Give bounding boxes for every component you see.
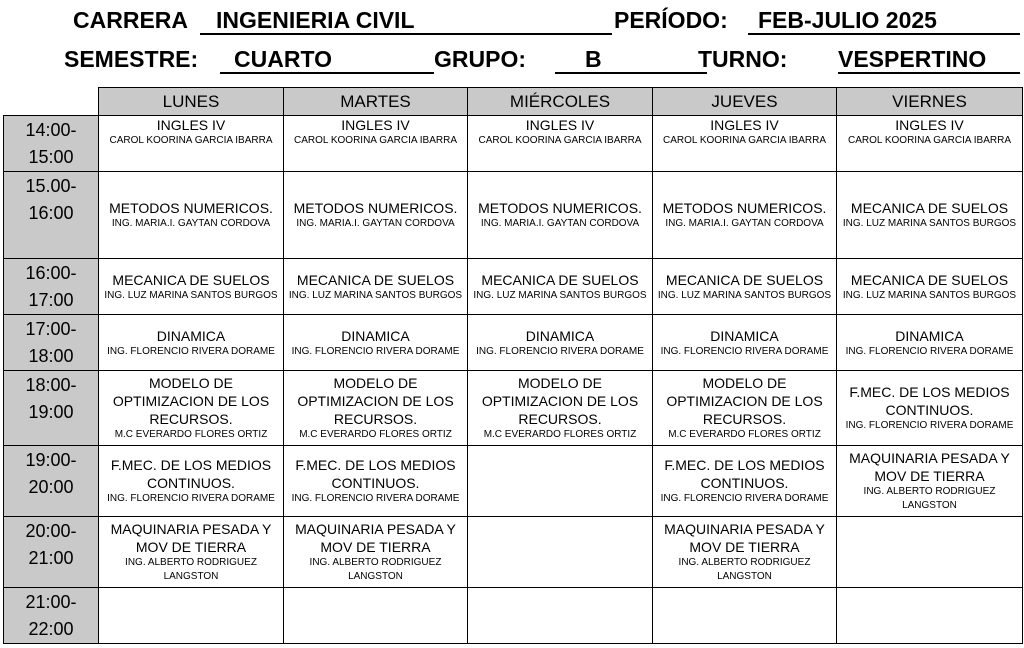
class-cell [99, 172, 284, 259]
time-slot [4, 116, 99, 172]
class-cell [99, 315, 284, 371]
subject-name: F.MEC. DE LOS MEDIOS CONTINUOS. [849, 384, 1010, 418]
class-cell [653, 172, 837, 259]
class-cell [284, 588, 468, 644]
time-end: 18:00 [28, 346, 74, 366]
subject-name: MECANICA DE SUELOS [850, 271, 1009, 288]
class-cell [468, 172, 653, 259]
teacher-name: ING. ALBERTO RODRIGUEZ LANGSTON [309, 557, 442, 582]
class-cell [653, 116, 837, 172]
teacher-name: ING. LUZ MARINA SANTOS BURGOS [288, 289, 463, 301]
subject-name: MECANICA DE SUELOS [296, 271, 455, 288]
subject-name: METODOS NUMERICOS. [293, 200, 458, 216]
subject-name: MECANICA DE SUELOS [850, 200, 1009, 216]
periodo-field [748, 9, 1020, 35]
turno-value: VESPERTINO [838, 46, 987, 72]
subject-name: MODELO DE OPTIMIZACION DE LOS RECURSOS. [112, 375, 270, 427]
subject-name: DINAMICA [341, 327, 410, 344]
teacher-name: M.C EVERARDO FLORES ORTIZ [668, 429, 821, 440]
header-line-1 [0, 9, 1024, 37]
class-cell [468, 517, 653, 588]
schedule-row [4, 315, 1023, 371]
class-cell [284, 371, 468, 446]
day-header-lunes: LUNES [99, 88, 284, 116]
schedule-row [4, 588, 1023, 644]
subject-name: F.MEC. DE LOS MEDIOS CONTINUOS. [295, 457, 456, 491]
class-cell [284, 315, 468, 371]
class-cell [837, 588, 1023, 644]
time-end: 22:00 [28, 619, 74, 639]
subject-name: MAQUINARIA PESADA Y MOV DE TIERRA [110, 521, 272, 555]
subject-name: MECANICA DE SUELOS [481, 271, 639, 288]
class-cell [653, 371, 837, 446]
teacher-name: ING. FLORENCIO RIVERA DORAME [660, 493, 829, 504]
subject-name: MODELO DE OPTIMIZACION DE LOS RECURSOS. [666, 375, 823, 427]
schedule-row [4, 116, 1023, 172]
time-slot [4, 517, 99, 588]
teacher-name: ING. FLORENCIO RIVERA DORAME [107, 345, 275, 357]
header-line-2 [0, 48, 1024, 76]
teacher-name: ING. ALBERTO RODRIGUEZ LANGSTON [863, 486, 996, 511]
teacher-name: ING. LUZ MARINA SANTOS BURGOS [842, 289, 1017, 301]
subject-name: F.MEC. DE LOS MEDIOS CONTINUOS. [664, 457, 825, 491]
semestre-label: SEMESTRE: [64, 46, 199, 72]
subject-name: MODELO DE OPTIMIZACION DE LOS RECURSOS. [481, 375, 639, 427]
class-cell [837, 172, 1023, 259]
teacher-name: ING. FLORENCIO RIVERA DORAME [107, 493, 275, 504]
subject-name: INGLES IV [341, 117, 410, 133]
class-cell [837, 517, 1023, 588]
teacher-name: M.C EVERARDO FLORES ORTIZ [483, 429, 637, 440]
time-start: 14:00- [25, 120, 77, 140]
schedule-table [3, 87, 1023, 644]
subject-name: MODELO DE OPTIMIZACION DE LOS RECURSOS. [297, 375, 454, 427]
turno-field [838, 48, 1020, 74]
teacher-name: CAROL KOORINA GARCIA IBARRA [847, 135, 1011, 146]
class-cell [284, 172, 468, 259]
class-cell [653, 315, 837, 371]
schedule-row [4, 446, 1023, 517]
schedule-row [4, 172, 1023, 259]
teacher-name: ING. LUZ MARINA SANTOS BURGOS [657, 289, 832, 301]
teacher-name: ING. MARIA.I. GAYTAN CORDOVA [665, 218, 824, 229]
subject-name: METODOS NUMERICOS. [662, 200, 827, 216]
time-slot [4, 315, 99, 371]
time-start: 21:00- [25, 592, 77, 612]
class-cell [653, 259, 837, 315]
class-cell [468, 588, 653, 644]
teacher-name: ING. FLORENCIO RIVERA DORAME [476, 345, 644, 357]
class-cell [99, 517, 284, 588]
class-cell [653, 517, 837, 588]
time-start: 20:00- [25, 521, 77, 541]
class-cell [837, 446, 1023, 517]
teacher-name: CAROL KOORINA GARCIA IBARRA [662, 135, 826, 146]
corner-cell [4, 88, 99, 116]
subject-name: F.MEC. DE LOS MEDIOS CONTINUOS. [110, 457, 272, 491]
grupo-label: GRUPO: [434, 46, 526, 72]
teacher-name: ING. LUZ MARINA SANTOS BURGOS [842, 218, 1017, 229]
time-end: 16:00 [28, 203, 74, 223]
class-cell [653, 588, 837, 644]
teacher-name: CAROL KOORINA GARCIA IBARRA [109, 135, 273, 146]
subject-name: DINAMICA [156, 327, 226, 344]
class-cell [284, 446, 468, 517]
subject-name: MAQUINARIA PESADA Y MOV DE TIERRA [849, 450, 1010, 484]
periodo-label: PERÍODO: [614, 7, 728, 33]
teacher-name: M.C EVERARDO FLORES ORTIZ [299, 429, 452, 440]
class-cell [837, 116, 1023, 172]
class-cell [468, 259, 653, 315]
day-header-jueves: JUEVES [653, 88, 837, 116]
time-end: 15:00 [28, 147, 74, 167]
time-slot [4, 371, 99, 446]
class-cell [837, 371, 1023, 446]
teacher-name: M.C EVERARDO FLORES ORTIZ [114, 429, 268, 440]
subject-name: DINAMICA [895, 327, 964, 344]
subject-name: INGLES IV [525, 117, 595, 133]
teacher-name: ING. FLORENCIO RIVERA DORAME [845, 345, 1014, 357]
time-slot [4, 172, 99, 259]
semestre-field [220, 48, 434, 74]
class-cell [99, 588, 284, 644]
teacher-name: ING. MARIA.I. GAYTAN CORDOVA [480, 218, 640, 229]
class-cell [837, 315, 1023, 371]
subject-name: MAQUINARIA PESADA Y MOV DE TIERRA [664, 521, 825, 555]
teacher-name: ING. LUZ MARINA SANTOS BURGOS [473, 289, 647, 301]
time-start: 15.00- [25, 176, 77, 196]
schedule-row [4, 517, 1023, 588]
day-header-viernes: VIERNES [837, 88, 1023, 116]
teacher-name: ING. FLORENCIO RIVERA DORAME [845, 420, 1014, 431]
teacher-name: ING. FLORENCIO RIVERA DORAME [291, 493, 460, 504]
class-cell [99, 116, 284, 172]
time-start: 17:00- [25, 319, 77, 339]
subject-name: MECANICA DE SUELOS [665, 271, 824, 288]
class-cell [468, 446, 653, 517]
class-cell [468, 371, 653, 446]
teacher-name: CAROL KOORINA GARCIA IBARRA [478, 135, 642, 146]
day-header-martes: MARTES [284, 88, 468, 116]
class-cell [99, 371, 284, 446]
class-cell [99, 259, 284, 315]
subject-name: MECANICA DE SUELOS [112, 271, 270, 288]
teacher-name: ING. MARIA.I. GAYTAN CORDOVA [296, 218, 455, 229]
teacher-name: CAROL KOORINA GARCIA IBARRA [293, 135, 457, 146]
teacher-name: ING. FLORENCIO RIVERA DORAME [660, 345, 829, 357]
time-end: 20:00 [28, 477, 74, 497]
teacher-name: ING. ALBERTO RODRIGUEZ LANGSTON [678, 557, 811, 582]
time-end: 19:00 [28, 402, 74, 422]
day-header-row [4, 88, 1023, 116]
carrera-value: INGENIERIA CIVIL [216, 7, 415, 33]
subject-name: INGLES IV [156, 117, 226, 133]
schedule-row [4, 371, 1023, 446]
day-header-miercoles: MIÉRCOLES [468, 88, 653, 116]
grupo-field [555, 48, 707, 74]
subject-name: DINAMICA [710, 327, 779, 344]
time-end: 17:00 [28, 290, 74, 310]
class-cell [653, 446, 837, 517]
time-slot [4, 446, 99, 517]
subject-name: MAQUINARIA PESADA Y MOV DE TIERRA [295, 521, 456, 555]
teacher-name: ING. FLORENCIO RIVERA DORAME [291, 345, 460, 357]
time-start: 16:00- [25, 263, 77, 283]
time-start: 19:00- [25, 450, 77, 470]
subject-name: METODOS NUMERICOS. [478, 200, 642, 216]
subject-name: INGLES IV [710, 117, 779, 133]
turno-label: TURNO: [698, 46, 788, 72]
time-slot [4, 259, 99, 315]
class-cell [99, 446, 284, 517]
class-cell [468, 315, 653, 371]
schedule-row [4, 259, 1023, 315]
class-cell [837, 259, 1023, 315]
carrera-label: CARRERA [73, 7, 188, 33]
time-start: 18:00- [25, 375, 77, 395]
time-slot [4, 588, 99, 644]
teacher-name: ING. MARIA.I. GAYTAN CORDOVA [111, 218, 271, 229]
subject-name: DINAMICA [525, 327, 595, 344]
subject-name: METODOS NUMERICOS. [109, 200, 273, 216]
time-end: 21:00 [28, 548, 74, 568]
semestre-value: CUARTO [234, 46, 332, 72]
carrera-field [200, 9, 612, 35]
class-cell [284, 116, 468, 172]
periodo-value: FEB-JULIO 2025 [758, 7, 937, 33]
class-cell [284, 259, 468, 315]
teacher-name: ING. LUZ MARINA SANTOS BURGOS [104, 289, 278, 301]
class-cell [284, 517, 468, 588]
grupo-value: B [585, 46, 602, 72]
teacher-name: ING. ALBERTO RODRIGUEZ LANGSTON [125, 557, 257, 582]
subject-name: INGLES IV [895, 117, 964, 133]
class-cell [468, 116, 653, 172]
